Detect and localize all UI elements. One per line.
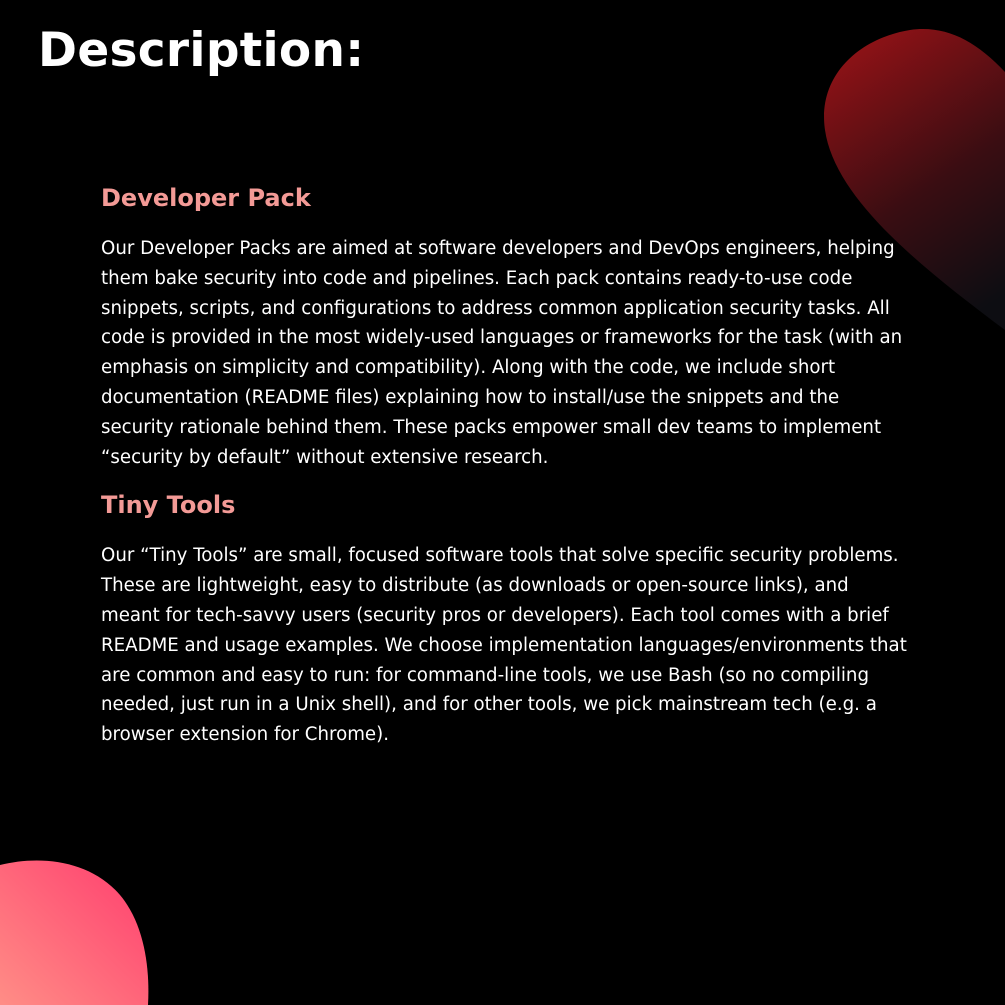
decorative-pink-blob (0, 855, 160, 1005)
section-body: Our “Tiny Tools” are small, focused software tools that solve specific security problems. These are lightweight, easy to distribute (as downloads or open-source links), and meant for tech-savvy users (security pros or developers). Each tool comes with a brief README and usage examples. We choose implementation languages/environments that are common and easy to run: for command-line tools, we use Bash (so no compiling needed, just run in a Unix shell), and for other tools, we pick mainstream tech (e.g. a browser extension for Chrome). (101, 545, 907, 746)
section-developer-pack (101, 178, 911, 472)
section-body: Our Developer Packs are aimed at software developers and DevOps engineers, helping them bake security into code and pipelines. Each pack contains ready-to-use code snippets, scripts, and configurations to address common application security tasks. All code is provided in the most widely-used languages or frameworks for the task (with an emphasis on simplicity and compatibility). Along with the code, we include short documentation (README files) explaining how to install/use the snippets and the security rationale behind them. These packs empower small dev teams to implement “security by default” without extensive research. (101, 238, 903, 468)
description-content (101, 178, 911, 750)
section-heading: Tiny Tools (101, 491, 236, 520)
section-heading: Developer Pack (101, 184, 311, 212)
section-tiny-tools (101, 485, 911, 750)
page-title: Description: (38, 23, 365, 78)
